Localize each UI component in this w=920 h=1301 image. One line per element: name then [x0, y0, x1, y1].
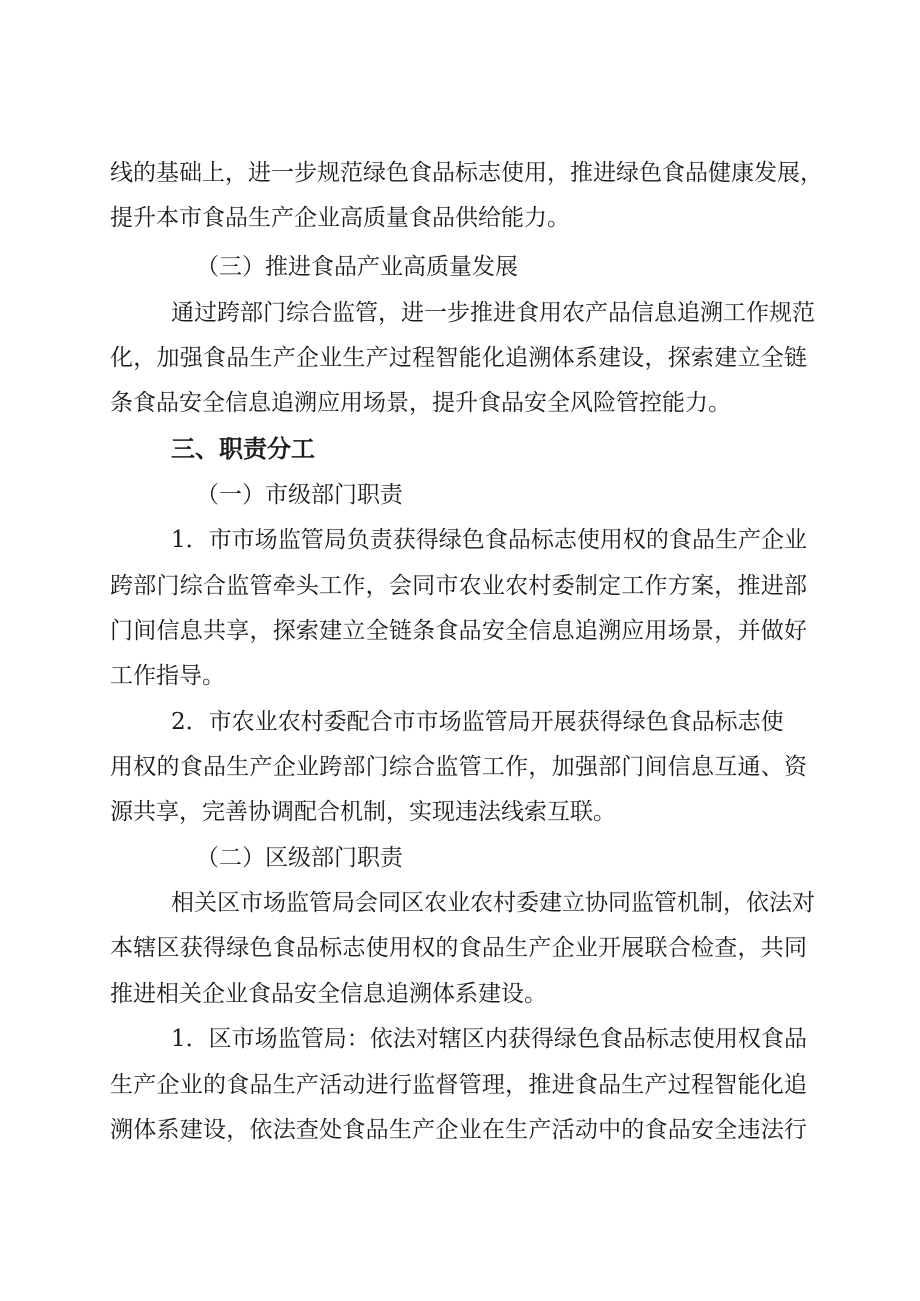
paragraph-line: 2．市农业农村委配合市市场监管局开展获得绿色食品标志使	[171, 709, 784, 735]
paragraph-line: 溯体系建设，依法查处食品生产企业在生产活动中的食品安全违法行	[110, 1117, 807, 1143]
paragraph-line: 源共享，完善协调配合机制，实现违法线索互联。	[110, 799, 616, 825]
section-heading: 三、职责分工	[171, 435, 315, 463]
paragraph-line: 1．市市场监管局负责获得绿色食品标志使用权的食品生产企业	[171, 527, 807, 553]
paragraph-line: 跨部门综合监管牵头工作，会同市农业农村委制定工作方案，推进部	[110, 573, 807, 599]
paragraph-line: 通过跨部门综合监管，进一步推进食用农产品信息追溯工作规范	[171, 300, 815, 326]
paragraph-line: 线的基础上，进一步规范绿色食品标志使用，推进绿色食品健康发展，	[110, 160, 823, 186]
subsection-heading: （二）区级部门职责	[196, 845, 403, 871]
paragraph-line: 1．区市场监管局：依法对辖区内获得绿色食品标志使用权食品	[171, 1026, 807, 1052]
paragraph-line: 门间信息共享，探索建立全链条食品安全信息追溯应用场景，并做好	[110, 618, 807, 644]
paragraph-line: 本辖区获得绿色食品标志使用权的食品生产企业开展联合检查，共同	[110, 935, 807, 961]
paragraph-line: 工作指导。	[110, 663, 225, 689]
paragraph-line: 生产企业的食品生产活动进行监督管理，推进食品生产过程智能化追	[110, 1072, 807, 1098]
subsection-heading: （三）推进食品产业高质量发展	[196, 254, 518, 280]
subsection-heading: （一）市级部门职责	[196, 482, 403, 508]
paragraph-line: 相关区市场监管局会同区农业农村委建立协同监管机制，依法对	[171, 890, 815, 916]
paragraph-line: 化，加强食品生产企业生产过程智能化追溯体系建设，探索建立全链	[110, 345, 807, 371]
paragraph-line: 条食品安全信息追溯应用场景，提升食品安全风险管控能力。	[110, 390, 731, 416]
paragraph-line: 用权的食品生产企业跨部门综合监管工作，加强部门间信息互通、资	[110, 754, 807, 780]
paragraph-line: 推进相关企业食品安全信息追溯体系建设。	[110, 981, 547, 1007]
paragraph-line: 提升本市食品生产企业高质量食品供给能力。	[110, 205, 570, 231]
